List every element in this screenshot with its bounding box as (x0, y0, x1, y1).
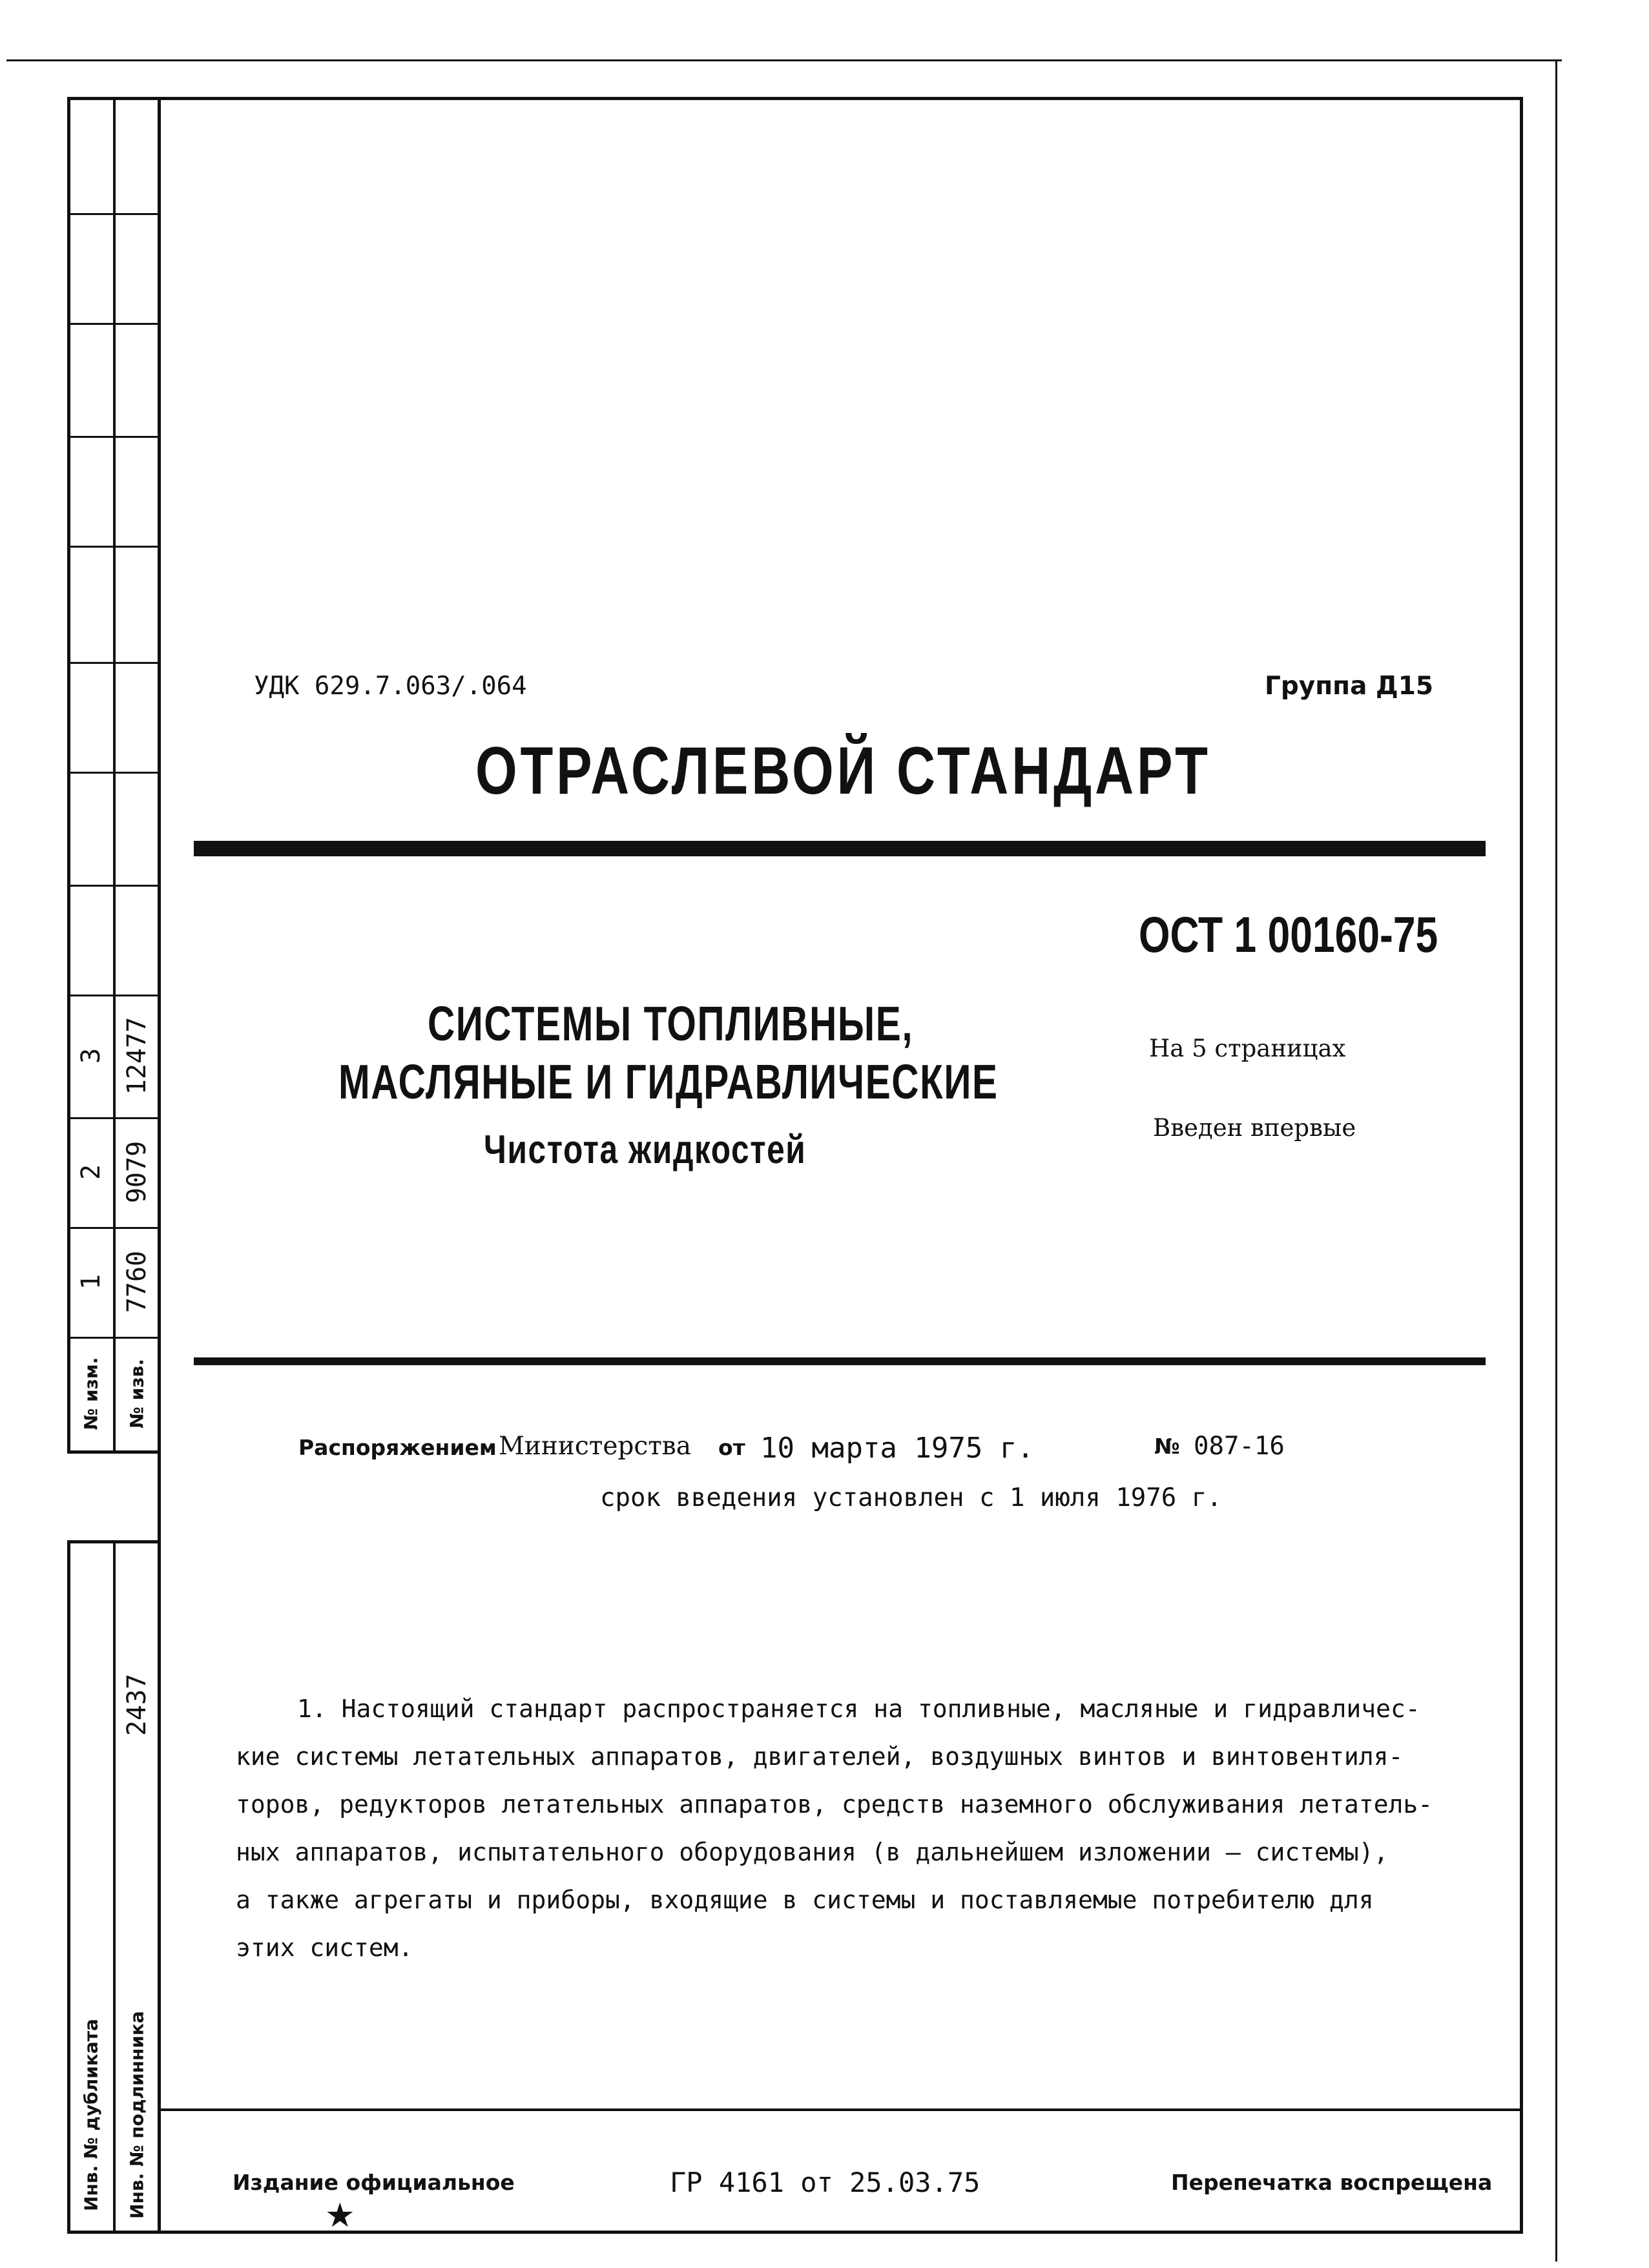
body-paragraph (236, 1685, 1433, 1972)
edition-note: Издание официальное (233, 2170, 515, 2195)
page-count: На 5 страницах (1149, 1035, 1346, 1062)
strip-left-upper (67, 97, 70, 1453)
frame-inner-left (158, 97, 161, 2233)
right-scan-edge (1555, 59, 1557, 2262)
change-number-3: 3 (76, 1047, 106, 1064)
paragraph-line: ных аппаратов, испытательного оборудования (в дальнейшем изложении – системы), (236, 1838, 1389, 1866)
footer-rule (158, 2108, 1523, 2111)
order-label: Распоряжением (298, 1435, 497, 1460)
order-number: 087-16 (1194, 1432, 1285, 1461)
paragraph-line: этих систем. (236, 1933, 413, 1962)
notice-number-2: 9079 (122, 1140, 152, 1204)
order-date-prefix: от (718, 1435, 745, 1460)
frame-bottom (67, 2231, 1523, 2234)
paragraph-line: 1. Настоящий стандарт распространяется на топливные, масляные и гидравличес- (297, 1695, 1420, 1723)
frame-top (67, 97, 1523, 100)
group-code: Группа Д15 (1265, 672, 1433, 701)
introduced-note: Введен впервые (1153, 1114, 1356, 1142)
paragraph-line: кие системы летательных аппаратов, двигателей, воздушных винтов и винтовентиля- (236, 1742, 1404, 1771)
order-date: 10 марта 1975 г. (760, 1432, 1034, 1465)
strip-divider-lower (113, 1540, 116, 2233)
strip-bottom-upper (67, 1450, 161, 1454)
star-icon: ★ (325, 2196, 355, 2235)
notice-number-3: 12477 (122, 1016, 152, 1095)
original-inventory-number: 2437 (122, 1673, 152, 1737)
subject-line-2: МАСЛЯНЫЕ И ГИДРАВЛИЧЕСКИЕ (338, 1055, 999, 1109)
strip-left-lower (67, 1540, 70, 2233)
paragraph-line: а также агрегаты и приборы, входящие в системы и поставляемые потребителю для (236, 1886, 1374, 1914)
frame-right (1520, 97, 1523, 2233)
duplicate-inventory-label: Инв. № дубликата (80, 2019, 102, 2211)
registration-number: ГР 4161 от 25.03.75 (670, 2167, 980, 2198)
order-issuer: Министерства (499, 1432, 692, 1461)
order-number-label: № (1154, 1434, 1180, 1459)
change-number-1: 1 (76, 1273, 106, 1290)
notice-number-1: 7760 (122, 1250, 152, 1314)
effective-date: срок введения установлен с 1 июля 1976 г. (600, 1483, 1222, 1512)
change-number-2: 2 (76, 1164, 106, 1180)
original-inventory-label: Инв. № подлинника (126, 2011, 148, 2219)
paragraph-line: торов, редукторов летательных аппаратов, средств наземного обслуживания летатель- (236, 1790, 1433, 1819)
strip-divider-upper (113, 97, 116, 1453)
subject-subtitle: Чистота жидкостей (484, 1128, 807, 1172)
title-rule (194, 841, 1486, 856)
subject-rule (194, 1357, 1486, 1365)
changes-header: № изм. (80, 1357, 102, 1430)
reprint-note: Перепечатка воспрещена (1171, 2170, 1493, 2195)
document-title: ОТРАСЛЕВОЙ СТАНДАРТ (475, 734, 1211, 809)
subject-line-1: СИСТЕМЫ ТОПЛИВНЫЕ, (428, 996, 914, 1051)
top-rule (6, 59, 1562, 61)
notices-header: № изв. (126, 1359, 148, 1428)
udk-code: УДК 629.7.063/.064 (254, 672, 527, 701)
standard-number: ОСТ 1 00160-75 (1139, 906, 1438, 963)
